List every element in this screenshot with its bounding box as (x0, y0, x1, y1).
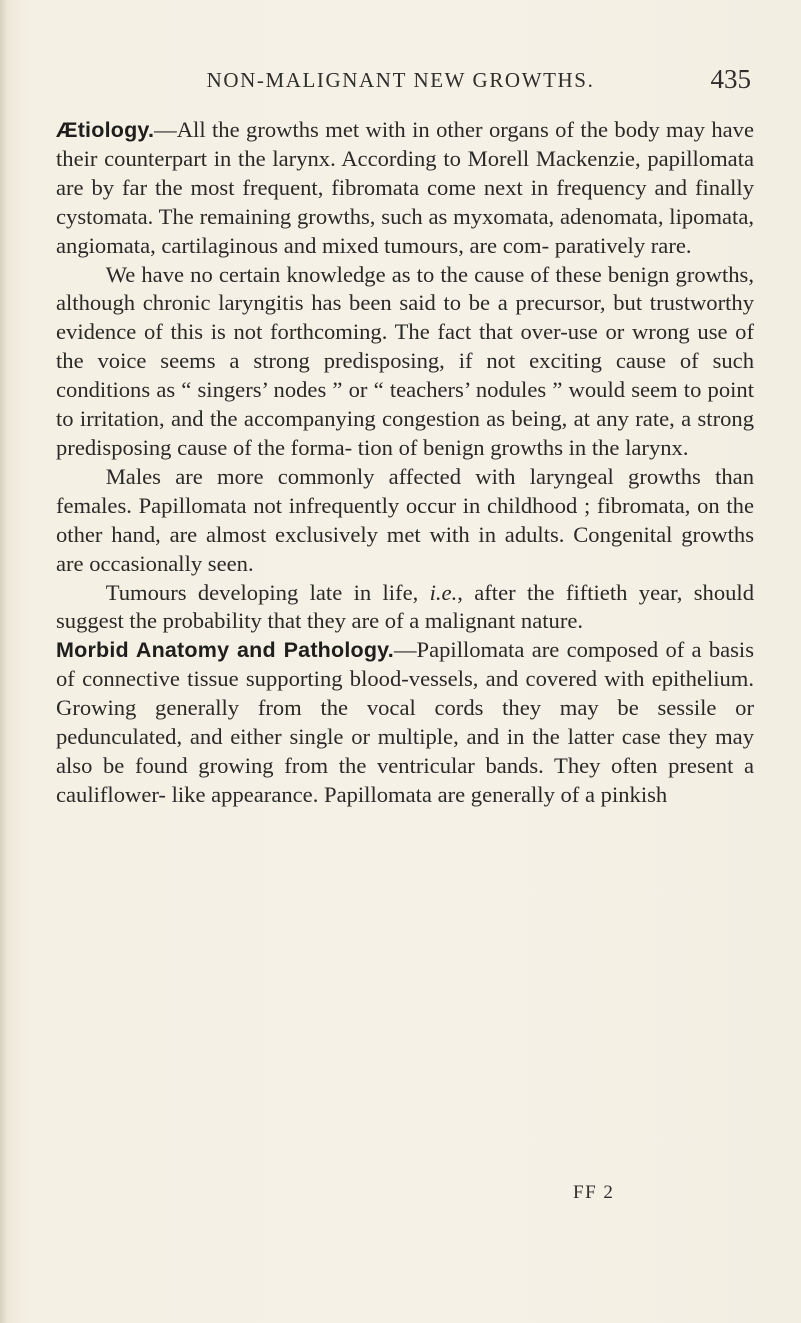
aetiology-paragraph (56, 116, 754, 261)
morbid-text: —Papillomata are composed of a basis of connective tissue supporting blood-vessels, and covered with epithelium. Growing generally from the vocal cords they may be sessile or pedunculated, and either single or multiple, and in the latter case they may also be found growing from the ventricular bands. They often present a cauliflower- like appearance. Papillomata are generally of a pinkish (56, 637, 755, 807)
morbid-heading: Morbid Anatomy and Pathology. (56, 638, 394, 663)
age-text-end: , after the fiftieth year, should suggest the probability that they are of a malignant nature. (56, 579, 755, 634)
running-head: NON-MALIGNANT NEW GROWTHS. (206, 68, 595, 92)
aetiology-heading: Ætiology. (56, 118, 155, 142)
age-paragraph (56, 579, 754, 637)
page-number: 435 (710, 64, 751, 94)
cause-paragraph: We have no certain knowledge as to the cause of these benign growths, although chronic laryngitis has been said to be a precursor, but trustworthy evidence of this is not forthcoming. The fact that over-use or wrong use of the voice seems a strong predisposing, if not exciting cause of such conditions as “ singers’ nodes ” or “ teachers’ nodules ” would seem to point to irritation, and the accompanying congestion as being, at any rate, a strong predisposing cause of the forma- tion of benign growths in the larynx. (56, 261, 754, 460)
aetiology-text: —All the growths met with in other organs of the body may have their counterpart in the larynx. According to Morell Mackenzie, papillomata are by far the most frequent, fibromata come next in frequency and finally cystomata. The remaining growths, such as myxomata, adenomata, lipomata, angiomata, cartilaginous and mixed tumours, are com- paratively rare. (56, 117, 754, 258)
sex-incidence-paragraph: Males are more commonly affected with laryngeal growths than females. Papillomata not infrequently occur in childhood ; fibromata, on the other hand, are almost exclusively met with in adults. Congenital growths are occasionally seen. (56, 463, 754, 576)
age-text-italic: i.e. (429, 579, 458, 605)
age-text-start: Tumours developing late in life, (105, 579, 430, 605)
signature-mark: FF 2 (573, 1182, 615, 1203)
page-gutter-shadow (0, 0, 8, 1323)
body-text (56, 116, 754, 810)
morbid-paragraph (56, 636, 754, 809)
page-header (0, 62, 801, 102)
